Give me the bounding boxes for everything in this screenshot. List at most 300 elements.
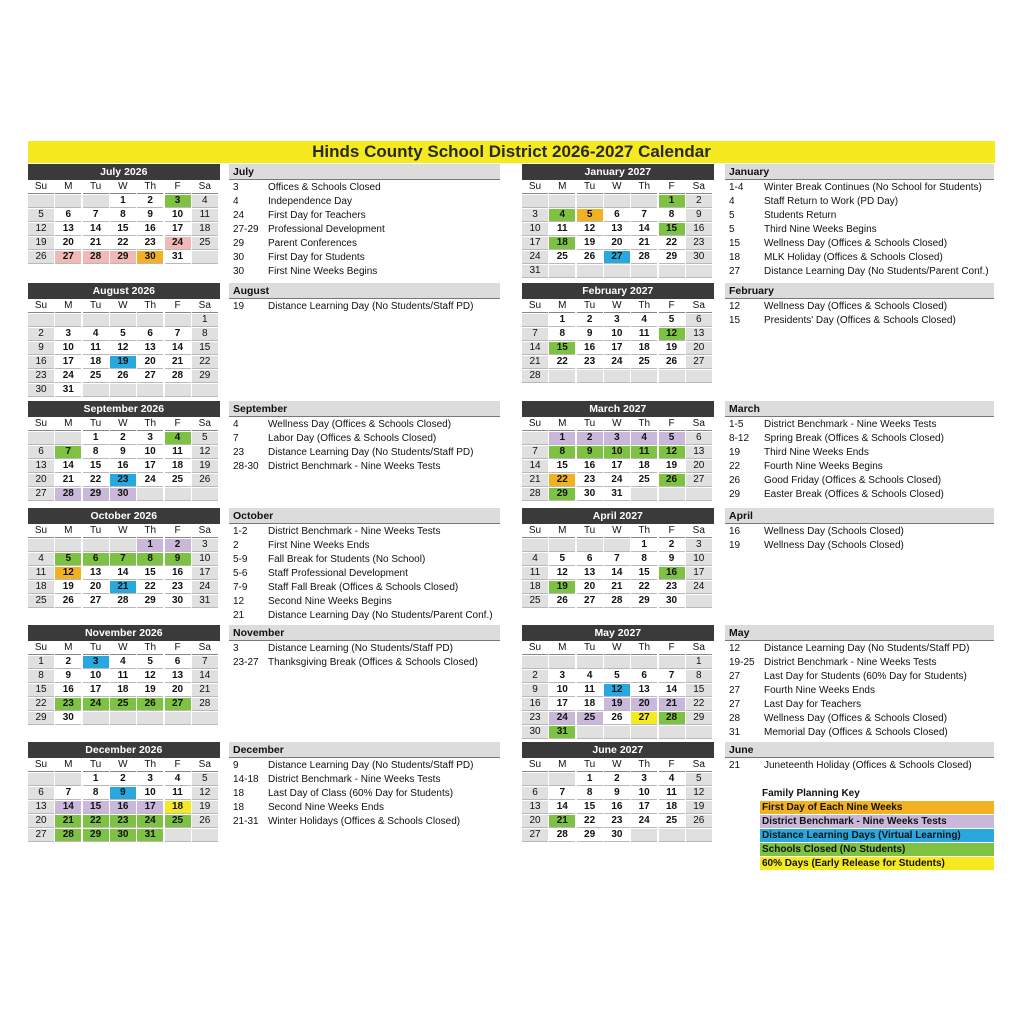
day-cell[interactable]: 17 bbox=[192, 567, 218, 580]
day-cell[interactable]: 20 bbox=[686, 342, 712, 355]
day-cell[interactable]: 22 bbox=[83, 815, 109, 828]
day-cell[interactable]: 15 bbox=[83, 460, 109, 473]
day-cell[interactable]: 21 bbox=[659, 698, 685, 711]
day-cell[interactable]: 14 bbox=[522, 342, 548, 355]
day-cell[interactable]: 25 bbox=[631, 474, 657, 487]
day-cell[interactable]: 16 bbox=[686, 223, 712, 236]
day-cell[interactable]: 5 bbox=[55, 553, 81, 566]
day-cell[interactable]: 14 bbox=[55, 801, 81, 814]
day-cell[interactable]: 31 bbox=[55, 384, 81, 397]
day-cell[interactable]: 8 bbox=[577, 787, 603, 800]
day-cell[interactable]: 15 bbox=[659, 223, 685, 236]
day-cell[interactable]: 20 bbox=[631, 698, 657, 711]
day-cell[interactable]: 1 bbox=[659, 195, 685, 208]
day-cell[interactable]: 30 bbox=[110, 488, 136, 501]
day-cell[interactable]: 28 bbox=[604, 595, 630, 608]
day-cell[interactable]: 1 bbox=[83, 773, 109, 786]
day-cell[interactable]: 28 bbox=[522, 488, 548, 501]
day-cell[interactable]: 23 bbox=[165, 581, 191, 594]
day-cell[interactable]: 4 bbox=[522, 553, 548, 566]
day-cell[interactable]: 1 bbox=[686, 656, 712, 669]
day-cell[interactable]: 20 bbox=[137, 356, 163, 369]
day-cell[interactable]: 27 bbox=[137, 370, 163, 383]
day-cell[interactable]: 4 bbox=[28, 553, 54, 566]
day-cell[interactable]: 30 bbox=[659, 595, 685, 608]
day-cell[interactable]: 8 bbox=[137, 553, 163, 566]
day-cell[interactable]: 25 bbox=[110, 698, 136, 711]
day-cell[interactable]: 6 bbox=[686, 432, 712, 445]
day-cell[interactable]: 17 bbox=[631, 801, 657, 814]
day-cell[interactable]: 13 bbox=[55, 223, 81, 236]
day-cell[interactable]: 11 bbox=[577, 684, 603, 697]
day-cell[interactable]: 1 bbox=[28, 656, 54, 669]
day-cell[interactable]: 25 bbox=[577, 712, 603, 725]
day-cell[interactable]: 18 bbox=[165, 460, 191, 473]
day-cell[interactable]: 10 bbox=[192, 553, 218, 566]
day-cell[interactable]: 14 bbox=[522, 460, 548, 473]
day-cell[interactable]: 20 bbox=[577, 581, 603, 594]
day-cell[interactable]: 27 bbox=[83, 595, 109, 608]
day-cell[interactable]: 5 bbox=[549, 553, 575, 566]
day-cell[interactable]: 18 bbox=[659, 801, 685, 814]
day-cell[interactable]: 19 bbox=[110, 356, 136, 369]
day-cell[interactable]: 22 bbox=[192, 356, 218, 369]
day-cell[interactable]: 17 bbox=[522, 237, 548, 250]
day-cell[interactable]: 18 bbox=[28, 581, 54, 594]
day-cell[interactable]: 3 bbox=[83, 656, 109, 669]
day-cell[interactable]: 9 bbox=[522, 684, 548, 697]
day-cell[interactable]: 7 bbox=[549, 787, 575, 800]
day-cell[interactable]: 18 bbox=[631, 342, 657, 355]
day-cell[interactable]: 21 bbox=[549, 815, 575, 828]
day-cell[interactable]: 28 bbox=[55, 488, 81, 501]
day-cell[interactable]: 12 bbox=[659, 446, 685, 459]
day-cell[interactable]: 12 bbox=[549, 567, 575, 580]
day-cell[interactable]: 9 bbox=[604, 787, 630, 800]
day-cell[interactable]: 23 bbox=[659, 581, 685, 594]
day-cell[interactable]: 6 bbox=[604, 209, 630, 222]
day-cell[interactable]: 28 bbox=[165, 370, 191, 383]
day-cell[interactable]: 7 bbox=[631, 209, 657, 222]
day-cell[interactable]: 8 bbox=[83, 446, 109, 459]
day-cell[interactable]: 28 bbox=[55, 829, 81, 842]
day-cell[interactable]: 12 bbox=[659, 328, 685, 341]
day-cell[interactable]: 14 bbox=[549, 801, 575, 814]
day-cell[interactable]: 2 bbox=[165, 539, 191, 552]
day-cell[interactable]: 24 bbox=[137, 815, 163, 828]
day-cell[interactable]: 4 bbox=[165, 432, 191, 445]
day-cell[interactable]: 4 bbox=[631, 314, 657, 327]
day-cell[interactable]: 22 bbox=[110, 237, 136, 250]
day-cell[interactable]: 15 bbox=[192, 342, 218, 355]
day-cell[interactable]: 2 bbox=[577, 432, 603, 445]
day-cell[interactable]: 3 bbox=[604, 432, 630, 445]
day-cell[interactable]: 19 bbox=[55, 581, 81, 594]
day-cell[interactable]: 11 bbox=[631, 446, 657, 459]
day-cell[interactable]: 2 bbox=[604, 773, 630, 786]
day-cell[interactable]: 12 bbox=[192, 446, 218, 459]
day-cell[interactable]: 6 bbox=[631, 670, 657, 683]
day-cell[interactable]: 11 bbox=[549, 223, 575, 236]
day-cell[interactable]: 8 bbox=[659, 209, 685, 222]
day-cell[interactable]: 24 bbox=[549, 712, 575, 725]
day-cell[interactable]: 28 bbox=[549, 829, 575, 842]
day-cell[interactable]: 25 bbox=[549, 251, 575, 264]
day-cell[interactable]: 3 bbox=[165, 195, 191, 208]
day-cell[interactable]: 27 bbox=[55, 251, 81, 264]
day-cell[interactable]: 13 bbox=[686, 446, 712, 459]
day-cell[interactable]: 14 bbox=[83, 223, 109, 236]
day-cell[interactable]: 7 bbox=[165, 328, 191, 341]
day-cell[interactable]: 16 bbox=[577, 460, 603, 473]
day-cell[interactable]: 15 bbox=[83, 801, 109, 814]
day-cell[interactable]: 12 bbox=[686, 787, 712, 800]
day-cell[interactable]: 26 bbox=[110, 370, 136, 383]
day-cell[interactable]: 4 bbox=[192, 195, 218, 208]
day-cell[interactable]: 7 bbox=[55, 787, 81, 800]
day-cell[interactable]: 29 bbox=[631, 595, 657, 608]
day-cell[interactable]: 7 bbox=[659, 670, 685, 683]
day-cell[interactable]: 25 bbox=[165, 474, 191, 487]
day-cell[interactable]: 21 bbox=[192, 684, 218, 697]
day-cell[interactable]: 21 bbox=[522, 474, 548, 487]
day-cell[interactable]: 4 bbox=[631, 432, 657, 445]
day-cell[interactable]: 6 bbox=[165, 656, 191, 669]
day-cell[interactable]: 17 bbox=[549, 698, 575, 711]
day-cell[interactable]: 15 bbox=[28, 684, 54, 697]
day-cell[interactable]: 18 bbox=[577, 698, 603, 711]
day-cell[interactable]: 3 bbox=[631, 773, 657, 786]
day-cell[interactable]: 20 bbox=[55, 237, 81, 250]
day-cell[interactable]: 11 bbox=[659, 787, 685, 800]
day-cell[interactable]: 26 bbox=[686, 815, 712, 828]
day-cell[interactable]: 8 bbox=[631, 553, 657, 566]
day-cell[interactable]: 5 bbox=[110, 328, 136, 341]
day-cell[interactable]: 24 bbox=[137, 474, 163, 487]
day-cell[interactable]: 19 bbox=[659, 460, 685, 473]
day-cell[interactable]: 18 bbox=[165, 801, 191, 814]
day-cell[interactable]: 14 bbox=[110, 567, 136, 580]
day-cell[interactable]: 23 bbox=[577, 356, 603, 369]
day-cell[interactable]: 14 bbox=[631, 223, 657, 236]
day-cell[interactable]: 6 bbox=[83, 553, 109, 566]
day-cell[interactable]: 26 bbox=[604, 712, 630, 725]
day-cell[interactable]: 12 bbox=[192, 787, 218, 800]
day-cell[interactable]: 4 bbox=[659, 773, 685, 786]
day-cell[interactable]: 4 bbox=[165, 773, 191, 786]
day-cell[interactable]: 3 bbox=[522, 209, 548, 222]
day-cell[interactable]: 12 bbox=[137, 670, 163, 683]
day-cell[interactable]: 26 bbox=[192, 815, 218, 828]
day-cell[interactable]: 23 bbox=[604, 815, 630, 828]
day-cell[interactable]: 18 bbox=[522, 581, 548, 594]
day-cell[interactable]: 8 bbox=[192, 328, 218, 341]
day-cell[interactable]: 14 bbox=[55, 460, 81, 473]
day-cell[interactable]: 22 bbox=[631, 581, 657, 594]
day-cell[interactable]: 21 bbox=[55, 815, 81, 828]
day-cell[interactable]: 26 bbox=[55, 595, 81, 608]
day-cell[interactable]: 16 bbox=[604, 801, 630, 814]
day-cell[interactable]: 4 bbox=[577, 670, 603, 683]
day-cell[interactable]: 28 bbox=[192, 698, 218, 711]
day-cell[interactable]: 31 bbox=[165, 251, 191, 264]
day-cell[interactable]: 16 bbox=[28, 356, 54, 369]
day-cell[interactable]: 26 bbox=[28, 251, 54, 264]
day-cell[interactable]: 30 bbox=[137, 251, 163, 264]
day-cell[interactable]: 10 bbox=[522, 223, 548, 236]
day-cell[interactable]: 10 bbox=[165, 209, 191, 222]
day-cell[interactable]: 16 bbox=[577, 342, 603, 355]
day-cell[interactable]: 11 bbox=[83, 342, 109, 355]
day-cell[interactable]: 3 bbox=[137, 432, 163, 445]
day-cell[interactable]: 11 bbox=[192, 209, 218, 222]
day-cell[interactable]: 30 bbox=[522, 726, 548, 739]
day-cell[interactable]: 7 bbox=[55, 446, 81, 459]
day-cell[interactable]: 2 bbox=[659, 539, 685, 552]
day-cell[interactable]: 31 bbox=[604, 488, 630, 501]
day-cell[interactable]: 6 bbox=[28, 787, 54, 800]
day-cell[interactable]: 19 bbox=[192, 801, 218, 814]
day-cell[interactable]: 26 bbox=[659, 474, 685, 487]
day-cell[interactable]: 4 bbox=[549, 209, 575, 222]
day-cell[interactable]: 31 bbox=[192, 595, 218, 608]
day-cell[interactable]: 7 bbox=[192, 656, 218, 669]
day-cell[interactable]: 21 bbox=[83, 237, 109, 250]
day-cell[interactable]: 18 bbox=[110, 684, 136, 697]
day-cell[interactable]: 30 bbox=[110, 829, 136, 842]
day-cell[interactable]: 13 bbox=[137, 342, 163, 355]
day-cell[interactable]: 18 bbox=[631, 460, 657, 473]
day-cell[interactable]: 13 bbox=[83, 567, 109, 580]
day-cell[interactable]: 25 bbox=[165, 815, 191, 828]
day-cell[interactable]: 9 bbox=[110, 446, 136, 459]
day-cell[interactable]: 25 bbox=[631, 356, 657, 369]
day-cell[interactable]: 29 bbox=[577, 829, 603, 842]
day-cell[interactable]: 6 bbox=[55, 209, 81, 222]
day-cell[interactable]: 29 bbox=[549, 488, 575, 501]
day-cell[interactable]: 25 bbox=[659, 815, 685, 828]
day-cell[interactable]: 27 bbox=[686, 474, 712, 487]
day-cell[interactable]: 17 bbox=[165, 223, 191, 236]
day-cell[interactable]: 12 bbox=[604, 684, 630, 697]
day-cell[interactable]: 1 bbox=[192, 314, 218, 327]
day-cell[interactable]: 17 bbox=[604, 460, 630, 473]
day-cell[interactable]: 1 bbox=[83, 432, 109, 445]
day-cell[interactable]: 9 bbox=[577, 446, 603, 459]
day-cell[interactable]: 8 bbox=[83, 787, 109, 800]
day-cell[interactable]: 20 bbox=[522, 815, 548, 828]
day-cell[interactable]: 14 bbox=[165, 342, 191, 355]
day-cell[interactable]: 21 bbox=[631, 237, 657, 250]
day-cell[interactable]: 9 bbox=[686, 209, 712, 222]
day-cell[interactable]: 25 bbox=[522, 595, 548, 608]
day-cell[interactable]: 18 bbox=[549, 237, 575, 250]
day-cell[interactable]: 19 bbox=[577, 237, 603, 250]
day-cell[interactable]: 16 bbox=[165, 567, 191, 580]
day-cell[interactable]: 30 bbox=[28, 384, 54, 397]
day-cell[interactable]: 10 bbox=[549, 684, 575, 697]
day-cell[interactable]: 15 bbox=[631, 567, 657, 580]
day-cell[interactable]: 28 bbox=[522, 370, 548, 383]
day-cell[interactable]: 7 bbox=[110, 553, 136, 566]
day-cell[interactable]: 8 bbox=[28, 670, 54, 683]
day-cell[interactable]: 24 bbox=[522, 251, 548, 264]
day-cell[interactable]: 9 bbox=[577, 328, 603, 341]
day-cell[interactable]: 21 bbox=[165, 356, 191, 369]
day-cell[interactable]: 17 bbox=[137, 460, 163, 473]
day-cell[interactable]: 9 bbox=[137, 209, 163, 222]
day-cell[interactable]: 1 bbox=[631, 539, 657, 552]
day-cell[interactable]: 9 bbox=[110, 787, 136, 800]
day-cell[interactable]: 2 bbox=[686, 195, 712, 208]
day-cell[interactable]: 1 bbox=[577, 773, 603, 786]
day-cell[interactable]: 16 bbox=[659, 567, 685, 580]
day-cell[interactable]: 15 bbox=[549, 342, 575, 355]
day-cell[interactable]: 16 bbox=[522, 698, 548, 711]
day-cell[interactable]: 11 bbox=[165, 787, 191, 800]
day-cell[interactable]: 10 bbox=[631, 787, 657, 800]
day-cell[interactable]: 19 bbox=[28, 237, 54, 250]
day-cell[interactable]: 8 bbox=[686, 670, 712, 683]
day-cell[interactable]: 16 bbox=[110, 801, 136, 814]
day-cell[interactable]: 15 bbox=[549, 460, 575, 473]
day-cell[interactable]: 19 bbox=[686, 801, 712, 814]
day-cell[interactable]: 3 bbox=[55, 328, 81, 341]
day-cell[interactable]: 21 bbox=[604, 581, 630, 594]
day-cell[interactable]: 31 bbox=[522, 265, 548, 278]
day-cell[interactable]: 27 bbox=[522, 829, 548, 842]
day-cell[interactable]: 11 bbox=[110, 670, 136, 683]
day-cell[interactable]: 7 bbox=[522, 446, 548, 459]
day-cell[interactable]: 11 bbox=[28, 567, 54, 580]
day-cell[interactable]: 15 bbox=[577, 801, 603, 814]
day-cell[interactable]: 22 bbox=[83, 474, 109, 487]
day-cell[interactable]: 10 bbox=[604, 446, 630, 459]
day-cell[interactable]: 1 bbox=[137, 539, 163, 552]
day-cell[interactable]: 15 bbox=[110, 223, 136, 236]
day-cell[interactable]: 27 bbox=[28, 829, 54, 842]
day-cell[interactable]: 18 bbox=[83, 356, 109, 369]
day-cell[interactable]: 11 bbox=[165, 446, 191, 459]
day-cell[interactable]: 6 bbox=[137, 328, 163, 341]
day-cell[interactable]: 9 bbox=[659, 553, 685, 566]
day-cell[interactable]: 2 bbox=[110, 432, 136, 445]
day-cell[interactable]: 19 bbox=[549, 581, 575, 594]
day-cell[interactable]: 23 bbox=[110, 815, 136, 828]
day-cell[interactable]: 8 bbox=[549, 446, 575, 459]
day-cell[interactable]: 22 bbox=[549, 356, 575, 369]
day-cell[interactable]: 29 bbox=[137, 595, 163, 608]
day-cell[interactable]: 12 bbox=[110, 342, 136, 355]
day-cell[interactable]: 7 bbox=[522, 328, 548, 341]
day-cell[interactable]: 28 bbox=[83, 251, 109, 264]
day-cell[interactable]: 13 bbox=[28, 460, 54, 473]
day-cell[interactable]: 29 bbox=[28, 712, 54, 725]
day-cell[interactable]: 28 bbox=[631, 251, 657, 264]
day-cell[interactable]: 28 bbox=[110, 595, 136, 608]
day-cell[interactable]: 13 bbox=[604, 223, 630, 236]
day-cell[interactable]: 22 bbox=[577, 815, 603, 828]
day-cell[interactable]: 15 bbox=[137, 567, 163, 580]
day-cell[interactable]: 27 bbox=[28, 488, 54, 501]
day-cell[interactable]: 27 bbox=[631, 712, 657, 725]
day-cell[interactable]: 30 bbox=[55, 712, 81, 725]
day-cell[interactable]: 14 bbox=[659, 684, 685, 697]
day-cell[interactable]: 2 bbox=[577, 314, 603, 327]
day-cell[interactable]: 19 bbox=[137, 684, 163, 697]
day-cell[interactable]: 2 bbox=[55, 656, 81, 669]
day-cell[interactable]: 1 bbox=[549, 432, 575, 445]
day-cell[interactable]: 31 bbox=[549, 726, 575, 739]
day-cell[interactable]: 10 bbox=[604, 328, 630, 341]
day-cell[interactable]: 21 bbox=[522, 356, 548, 369]
day-cell[interactable]: 17 bbox=[137, 801, 163, 814]
day-cell[interactable]: 16 bbox=[137, 223, 163, 236]
day-cell[interactable]: 20 bbox=[28, 815, 54, 828]
day-cell[interactable]: 9 bbox=[165, 553, 191, 566]
day-cell[interactable]: 29 bbox=[110, 251, 136, 264]
day-cell[interactable]: 5 bbox=[192, 773, 218, 786]
day-cell[interactable]: 12 bbox=[55, 567, 81, 580]
day-cell[interactable]: 6 bbox=[577, 553, 603, 566]
day-cell[interactable]: 4 bbox=[110, 656, 136, 669]
day-cell[interactable]: 2 bbox=[28, 328, 54, 341]
day-cell[interactable]: 13 bbox=[165, 670, 191, 683]
day-cell[interactable]: 16 bbox=[110, 460, 136, 473]
day-cell[interactable]: 31 bbox=[137, 829, 163, 842]
day-cell[interactable]: 27 bbox=[686, 356, 712, 369]
day-cell[interactable]: 25 bbox=[192, 237, 218, 250]
day-cell[interactable]: 2 bbox=[110, 773, 136, 786]
day-cell[interactable]: 22 bbox=[549, 474, 575, 487]
day-cell[interactable]: 3 bbox=[686, 539, 712, 552]
day-cell[interactable]: 30 bbox=[686, 251, 712, 264]
day-cell[interactable]: 20 bbox=[686, 460, 712, 473]
day-cell[interactable]: 29 bbox=[659, 251, 685, 264]
day-cell[interactable]: 5 bbox=[659, 314, 685, 327]
day-cell[interactable]: 7 bbox=[604, 553, 630, 566]
day-cell[interactable]: 23 bbox=[522, 712, 548, 725]
day-cell[interactable]: 13 bbox=[686, 328, 712, 341]
day-cell[interactable]: 12 bbox=[577, 223, 603, 236]
day-cell[interactable]: 10 bbox=[137, 446, 163, 459]
day-cell[interactable]: 22 bbox=[659, 237, 685, 250]
day-cell[interactable]: 16 bbox=[55, 684, 81, 697]
day-cell[interactable]: 21 bbox=[55, 474, 81, 487]
day-cell[interactable]: 26 bbox=[659, 356, 685, 369]
day-cell[interactable]: 27 bbox=[165, 698, 191, 711]
day-cell[interactable]: 10 bbox=[137, 787, 163, 800]
day-cell[interactable]: 24 bbox=[604, 356, 630, 369]
day-cell[interactable]: 19 bbox=[604, 698, 630, 711]
day-cell[interactable]: 23 bbox=[55, 698, 81, 711]
day-cell[interactable]: 29 bbox=[686, 712, 712, 725]
day-cell[interactable]: 5 bbox=[604, 670, 630, 683]
day-cell[interactable]: 22 bbox=[28, 698, 54, 711]
day-cell[interactable]: 3 bbox=[137, 773, 163, 786]
day-cell[interactable]: 3 bbox=[549, 670, 575, 683]
day-cell[interactable]: 30 bbox=[165, 595, 191, 608]
day-cell[interactable]: 19 bbox=[192, 460, 218, 473]
day-cell[interactable]: 28 bbox=[659, 712, 685, 725]
day-cell[interactable]: 9 bbox=[28, 342, 54, 355]
day-cell[interactable]: 12 bbox=[28, 223, 54, 236]
day-cell[interactable]: 23 bbox=[137, 237, 163, 250]
day-cell[interactable]: 11 bbox=[522, 567, 548, 580]
day-cell[interactable]: 5 bbox=[577, 209, 603, 222]
day-cell[interactable]: 24 bbox=[165, 237, 191, 250]
day-cell[interactable]: 6 bbox=[522, 787, 548, 800]
